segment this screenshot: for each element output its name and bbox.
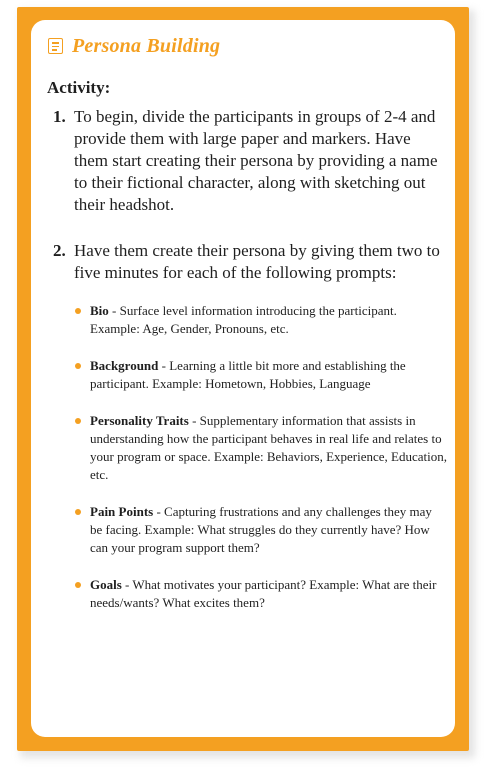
- bullet-dot-icon: [75, 509, 81, 515]
- prompt-term: Goals: [90, 577, 122, 592]
- document-icon: [48, 38, 63, 54]
- prompt-term: Bio: [90, 303, 109, 318]
- bullet-dot-icon: [75, 363, 81, 369]
- steps-list: [47, 106, 447, 631]
- prompt-description: - Supplementary information that assists in understanding how the participant behaves in real life and relates to your program or space. Example: Behaviors, Experience, Education, etc.: [90, 413, 448, 482]
- prompts-list: [74, 302, 447, 612]
- prompt-term: Pain Points: [90, 504, 154, 519]
- bullet-dot-icon: [75, 308, 81, 314]
- prompt-description: - Surface level information introducing the participant. Example: Age, Gender, Pronouns, etc.: [90, 303, 397, 336]
- step-text: Have them create their persona by giving them two to five minutes for each of the following prompts:: [74, 241, 440, 282]
- prompt-description: - Learning a little bit more and establishing the participant. Example: Hometown, Hobbies, Language: [90, 358, 406, 391]
- prompt-description: - Capturing frustrations and any challenges they may be facing. Example: What struggles do they currently have? How can your program support them?: [90, 504, 432, 555]
- prompt-term: Background: [90, 358, 159, 373]
- card-header: [48, 32, 220, 60]
- card-title: Persona Building: [72, 34, 221, 57]
- prompt-item-bio: [74, 302, 447, 338]
- prompt-item-personality-traits: [74, 412, 447, 484]
- prompt-item-pain-points: [74, 503, 447, 557]
- activity-heading: Activity:: [47, 78, 111, 97]
- step-item: [47, 240, 447, 612]
- step-text: To begin, divide the participants in groups of 2-4 and provide them with large paper and markers. Have them start creating their persona by providing a name to their fictional character, along with sketching out their headshot.: [74, 107, 438, 214]
- prompt-term: Personality Traits: [90, 413, 189, 428]
- prompt-item-goals: [74, 576, 447, 612]
- step-item: [47, 106, 447, 216]
- bullet-dot-icon: [75, 418, 81, 424]
- step-number: 1.: [53, 107, 66, 126]
- prompt-item-background: [74, 357, 447, 393]
- step-number: 2.: [53, 241, 66, 260]
- prompt-description: - What motivates your participant? Example: What are their needs/wants? What excites them?: [90, 577, 437, 610]
- bullet-dot-icon: [75, 582, 81, 588]
